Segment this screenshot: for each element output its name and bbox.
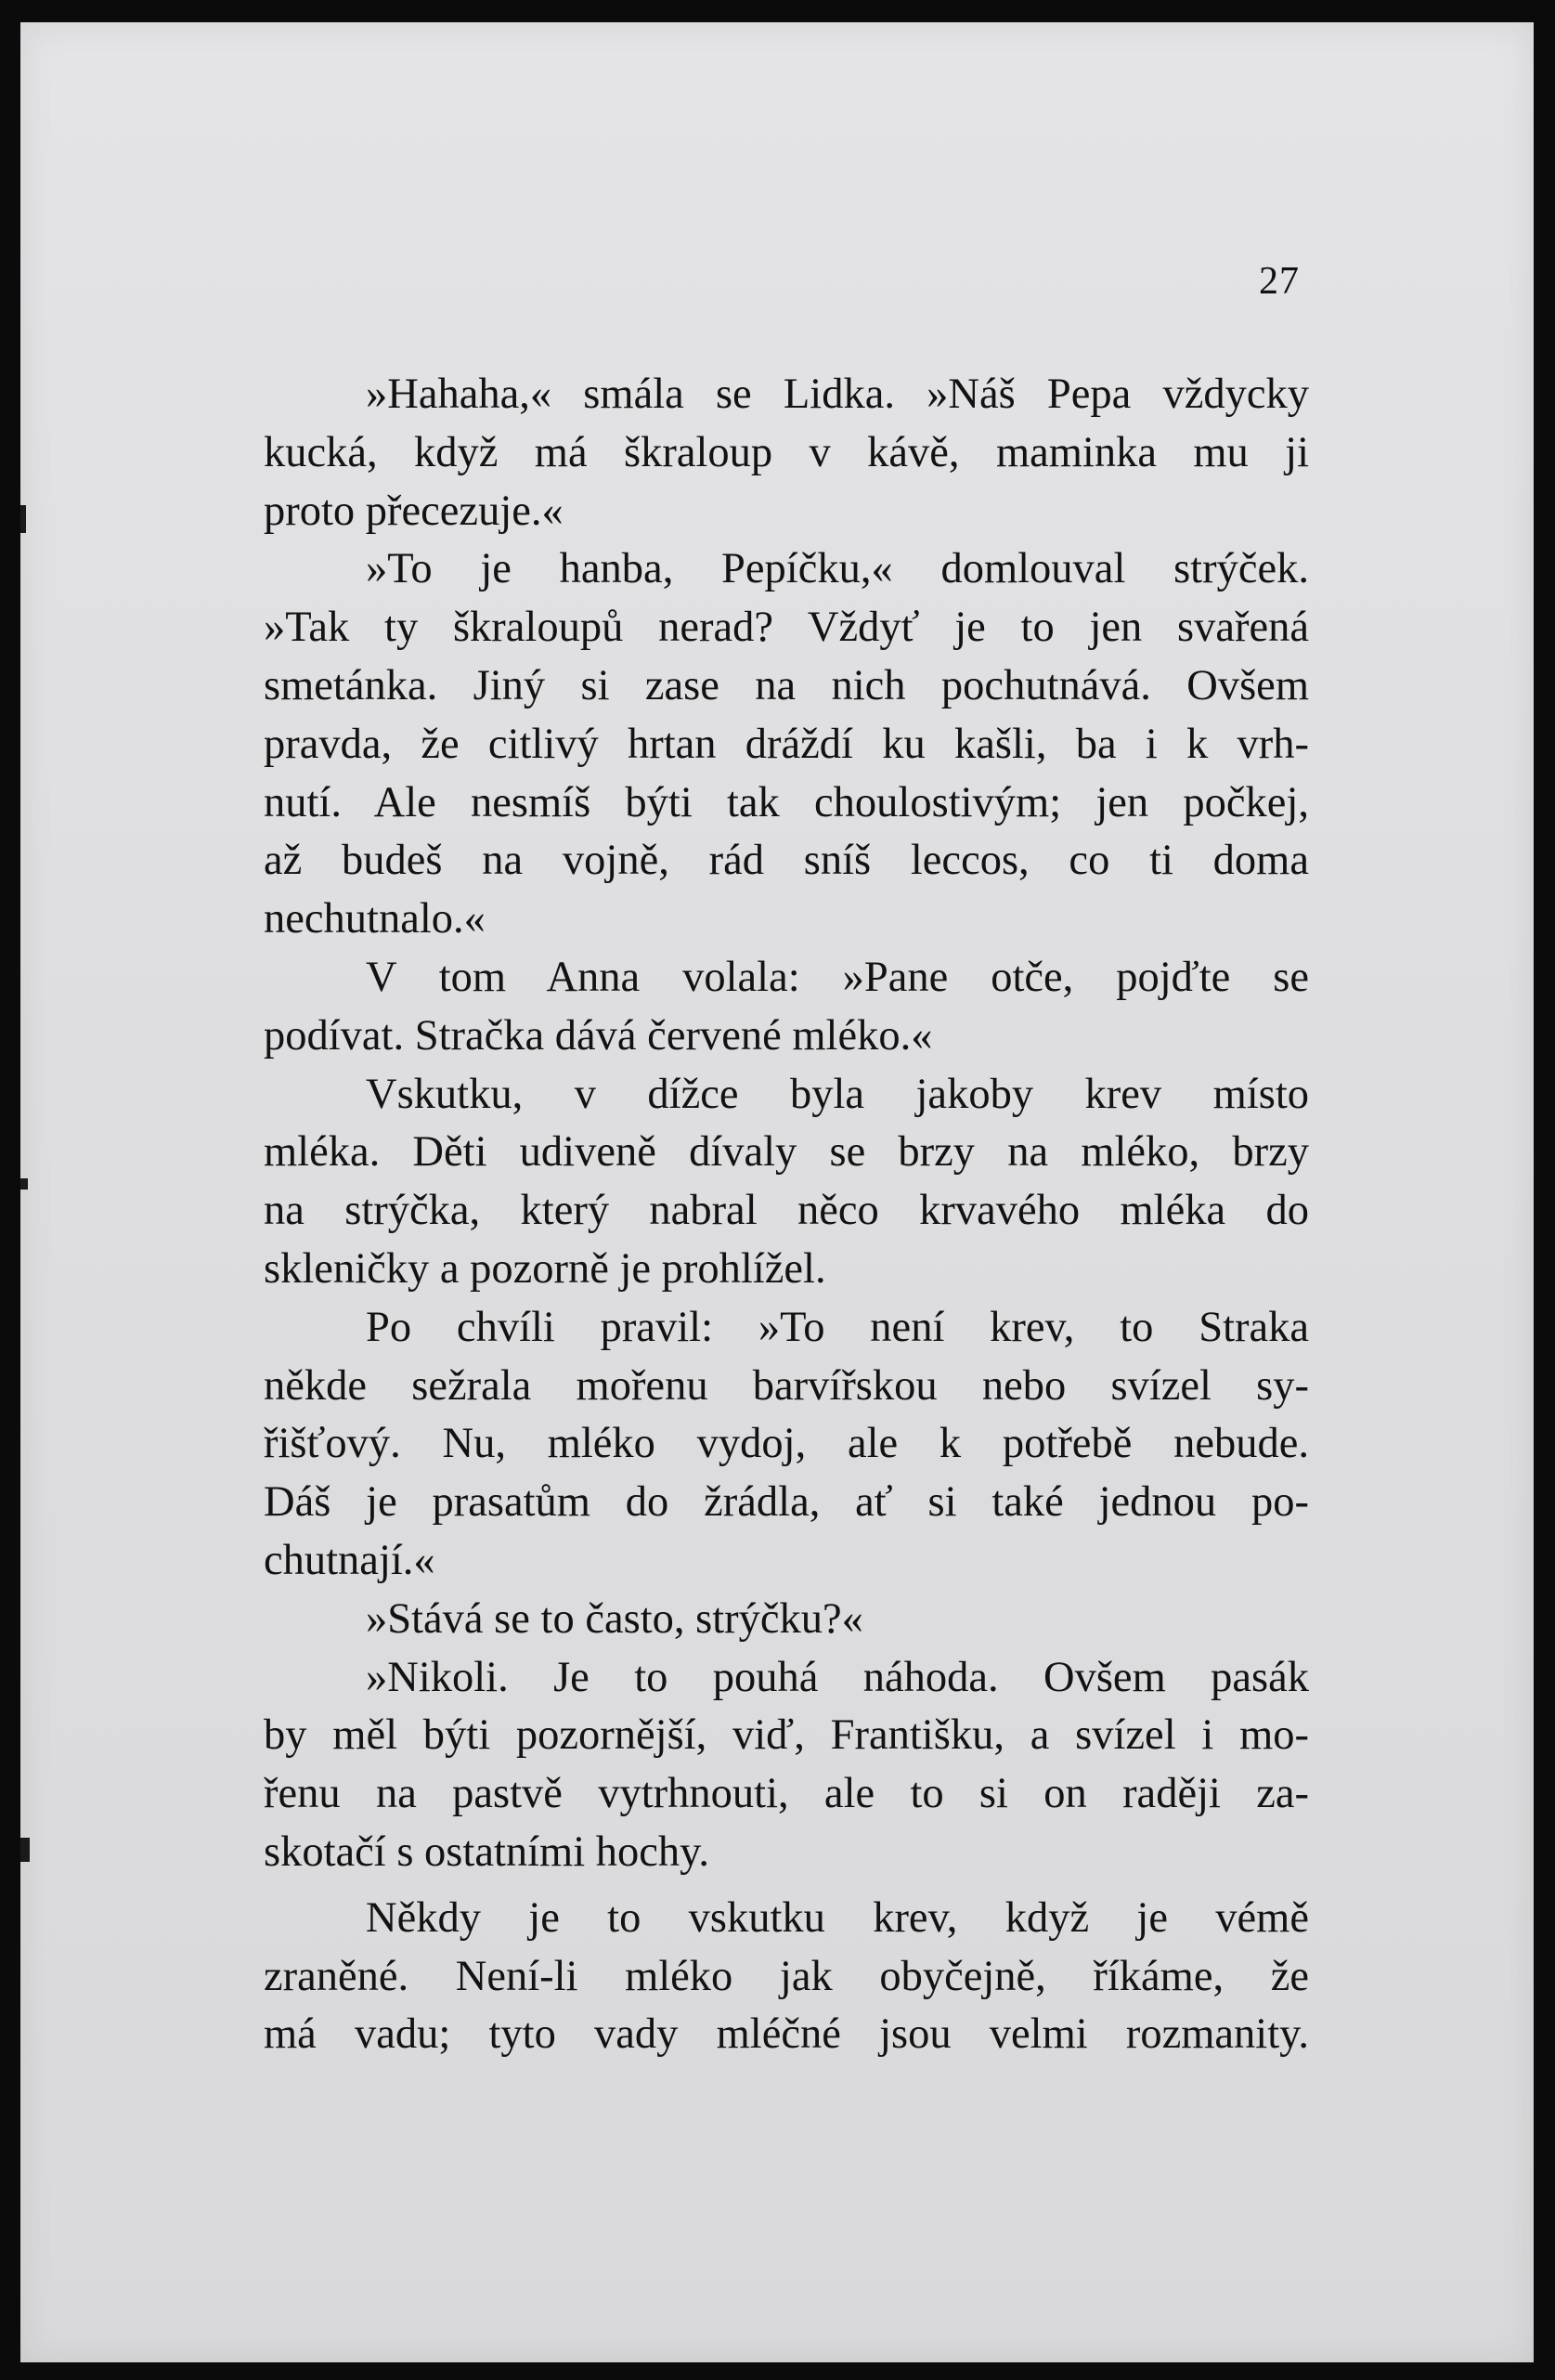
text-line: V tom Anna volala: »Pane otče, pojďte se	[366, 953, 1309, 1001]
body-text	[264, 366, 1309, 2064]
text-line: řenu na pastvě vytrhnouti, ale to si on raději za-	[264, 1770, 1309, 1818]
text-line: »Tak ty škraloupů nerad? Vždyť je to jen svařená	[264, 604, 1309, 652]
text-line: nechutnalo.«	[264, 895, 486, 943]
text-line: by měl býti pozornější, viď, Františku, a svízel i mo-	[264, 1711, 1309, 1760]
text-line: zraněné. Není-li mléko jak obyčejně, říkáme, že	[264, 1952, 1309, 2000]
text-line: řišťový. Nu, mléko vydoj, ale k potřebě nebude.	[264, 1420, 1309, 1468]
text-line: »Nikoli. Je to pouhá náhoda. Ovšem pasák	[366, 1653, 1309, 1701]
text-line: podívat. Stračka dává červené mléko.«	[264, 1011, 933, 1060]
text-line: na strýčka, který nabral něco krvavého mléka do	[264, 1187, 1309, 1235]
text-line: někde sežrala mořenu barvířskou nebo svízel sy-	[264, 1361, 1309, 1410]
text-line: pravda, že citlivý hrtan dráždí ku kašli, ba i k vrh-	[264, 720, 1309, 768]
text-line: skleničky a pozorně je prohlížel.	[264, 1244, 826, 1293]
text-line: »Hahaha,« smála se Lidka. »Náš Pepa vždycky	[366, 371, 1309, 418]
text-line: smetánka. Jiný si zase na nich pochutnává. Ovšem	[264, 661, 1309, 709]
text-line: skotačí s ostatními hochy.	[264, 1827, 710, 1876]
text-line: proto přecezuje.«	[264, 487, 564, 535]
text-line: »Stává se to často, strýčku?«	[366, 1594, 863, 1643]
text-line: má vadu; tyto vady mléčné jsou velmi rozmanity.	[264, 2010, 1309, 2059]
text-line: chutnají.«	[264, 1536, 435, 1584]
text-line: nutí. Ale nesmíš býti tak choulostivým; jen počkej,	[264, 778, 1309, 826]
page-number: 27	[1259, 260, 1300, 303]
text-line: Dáš je prasatům do žrádla, ať si také jednou po-	[264, 1478, 1309, 1527]
text-line: Někdy je to vskutku krev, když je vémě	[366, 1893, 1309, 1942]
text-line: Vskutku, v dížce byla jakoby krev místo	[366, 1070, 1309, 1118]
text-line: mléka. Děti udiveně dívaly se brzy na mléko, brzy	[264, 1128, 1309, 1177]
book-page	[20, 22, 1534, 2362]
binding-mark	[20, 1838, 30, 1862]
text-line: Po chvíli pravil: »To není krev, to Straka	[366, 1303, 1309, 1351]
text-line: kucká, když má škraloup v kávě, maminka mu ji	[264, 428, 1309, 476]
paragraph-gap	[264, 1882, 1309, 1890]
binding-mark	[20, 505, 26, 533]
text-line: »To je hanba, Pepíčku,« domlouval strýček.	[366, 545, 1309, 593]
binding-mark	[20, 1178, 28, 1190]
text-line: až budeš na vojně, rád sníš leccos, co ti doma	[264, 837, 1309, 885]
